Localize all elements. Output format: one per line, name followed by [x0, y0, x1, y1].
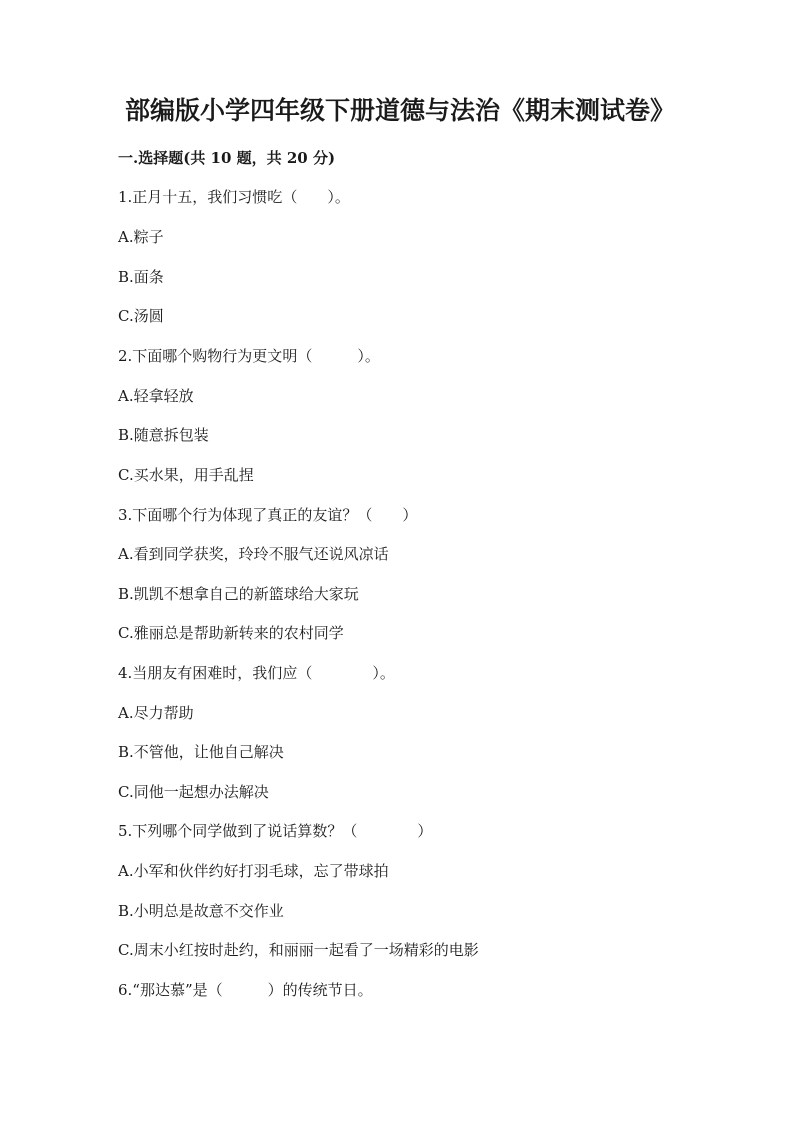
question-2-stem: 2.下面哪个购物行为更文明（ ）。	[118, 347, 380, 365]
question-5-option-a: A.小军和伙伴约好打羽毛球，忘了带球拍	[118, 862, 389, 880]
page-title: 部编版小学四年级下册道德与法治《期末测试卷》	[124, 96, 675, 125]
question-1-option-c: C.汤圆	[118, 307, 164, 325]
question-2-option-b: B.随意拆包装	[118, 426, 209, 444]
question-4-option-b: B.不管他，让他自己解决	[118, 743, 284, 761]
question-3-stem: 3.下面哪个行为体现了真正的友谊？（ ）	[118, 506, 418, 524]
question-4-option-c: C.同他一起想办法解决	[118, 783, 269, 801]
question-3-option-c: C.雅丽总是帮助新转来的农村同学	[118, 624, 344, 642]
section-heading: 一.选择题(共 10 题，共 20 分)	[118, 149, 336, 167]
question-6-stem: 6.“那达慕”是（ ）的传统节日。	[118, 981, 373, 999]
question-5-stem: 5.下列哪个同学做到了说话算数？（ ）	[118, 822, 433, 840]
question-4-option-a: A.尽力帮助	[118, 704, 194, 722]
question-1-option-b: B.面条	[118, 268, 164, 286]
question-1-stem: 1.正月十五，我们习惯吃（ ）。	[118, 188, 350, 206]
question-2-option-a: A.轻拿轻放	[118, 387, 194, 405]
question-4-stem: 4.当朋友有困难时，我们应（ ）。	[118, 664, 395, 682]
question-1-option-a: A.粽子	[118, 228, 164, 246]
question-3-option-b: B.凯凯不想拿自己的新篮球给大家玩	[118, 585, 359, 603]
question-2-option-c: C.买水果，用手乱捏	[118, 466, 254, 484]
question-3-option-a: A.看到同学获奖，玲玲不服气还说风凉话	[118, 545, 389, 563]
question-5-option-c: C.周末小红按时赴约，和丽丽一起看了一场精彩的电影	[118, 941, 479, 959]
question-5-option-b: B.小明总是故意不交作业	[118, 902, 284, 920]
